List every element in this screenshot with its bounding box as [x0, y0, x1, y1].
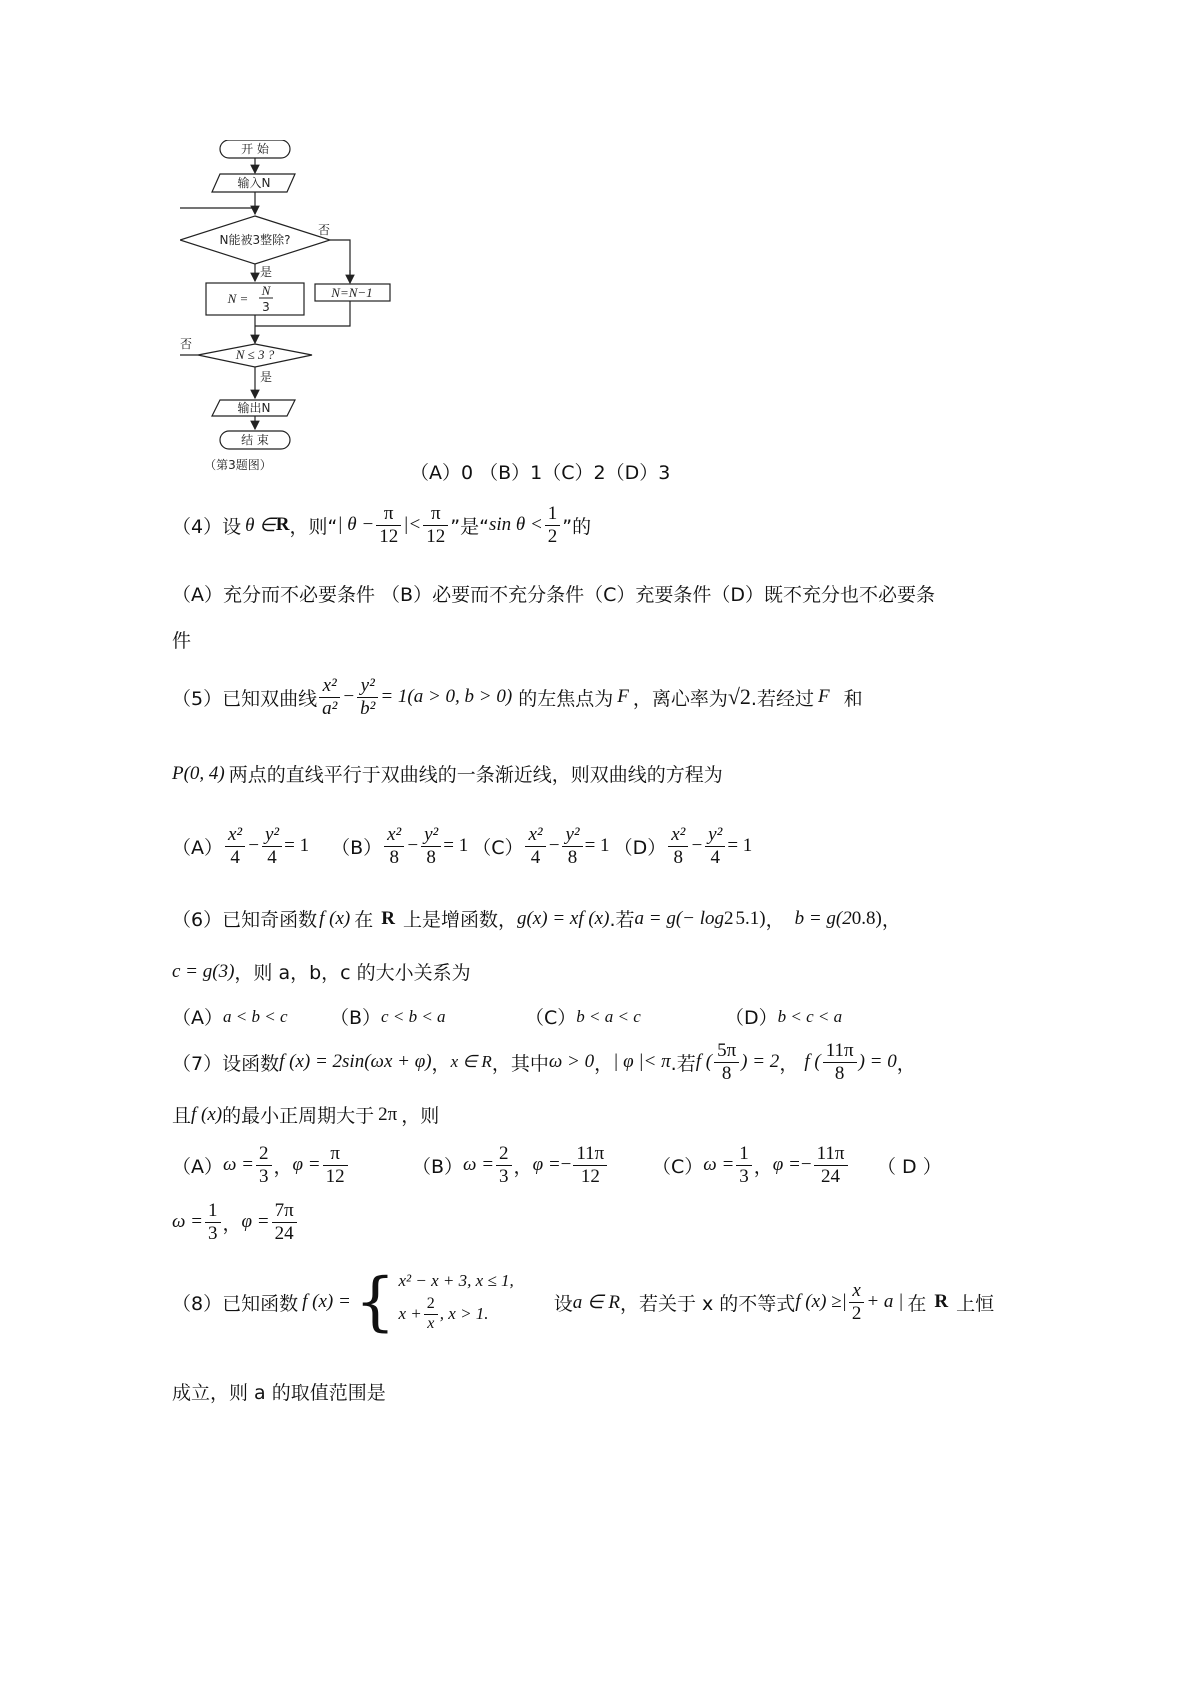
q4-options-line2: 件 — [172, 630, 192, 652]
q7-option-a: （A） ω = $\frac{2}{3}$ ， φ = $\frac{\pi}{12}$ — [172, 1143, 412, 1188]
flow-assign-div-lhs: N = — [227, 291, 249, 306]
q8-brace: { — [354, 1265, 396, 1339]
q6-option-d: （D） b < c < a — [725, 1006, 843, 1029]
q5-option-b: （B） $\frac{\text{x²}}{8}$ − $\frac{\text{y²}}{8}$ = 1 — [331, 824, 469, 868]
flow-decision1-label: N能被3整除? — [219, 233, 291, 247]
flow-assign-sub-label: N=N−1 — [331, 285, 373, 300]
flow-input-label: 输入N — [237, 176, 271, 190]
q6-stem-line1: （6）已知奇函数 f (x) 在 R 上是增函数， g(x) = xf (x) .若 a = g(− log 2 5.1) ， b = g(2 0.8 ) ， — [172, 907, 901, 931]
q6-option-a: （A） a < b < c — [172, 1006, 288, 1029]
flow-no2: 否 — [180, 337, 193, 351]
flow-start-label: 开 始 — [241, 142, 269, 156]
q5-stem-line1: （5）已知双曲线 $\frac{\text{x²}}{\text{a²}}$ − $\frac{\text{y²}}{\text{b²}}$ = 1(a > 0, b > 0) 的左焦点为 F ，离心率为 √2 .若经过 F 和 — [172, 675, 863, 719]
q5-options — [172, 824, 752, 869]
flow-assign-div — [206, 283, 304, 315]
q8-stem-line1: （8）已知函数 f (x) = { x² − x + 3, x ≤ 1, x + $\frac{2}{x}$ , x > 1. 设 a ∈ R ，若关于 x 的不等式 f (x) ≥| $\frac{x}{2}$ + a | 在 R 上恒 — [172, 1265, 995, 1339]
flow-assign-div-den: 3 — [262, 300, 270, 314]
q6-stem-line2: c = g(3) ，则 a，b，c 的大小关系为 — [172, 960, 471, 984]
flow-decision2-label: N ≤ 3 ? — [235, 347, 275, 362]
q7-stem-line2: 且 f (x) 的最小正周期大于 2π ，则 — [172, 1103, 440, 1127]
flow-yes1: 是 — [260, 265, 273, 279]
q4-stem: （4）设 θ ∈ R ，则“ | θ − $\frac{\pi}{12}$ |< $\frac{\pi}{12}$ ”是“ sin θ < $\frac{1}{2}$ ”的 — [172, 503, 592, 547]
q7-stem-line1: （7）设函数 f (x) = 2sin(ωx + φ) ， x ∈ R ，其中 ω > 0 ， | φ |< π .若 f ( $\frac{5\pi}{8}$ ) = 2 ， f ( $\frac{11\pi}{8}$ ) = 0 ， — [172, 1040, 916, 1084]
q4-options-line1: （A）充分而不必要条件 （B）必要而不充分条件（C）充要条件（D）既不充分也不必要条 — [172, 584, 935, 606]
q7-option-d-label: （ D ） — [877, 1155, 942, 1178]
q5-option-a: （A） $\frac{\text{x²}}{4}$ − $\frac{\text{y²}}{4}$ = 1 — [172, 824, 310, 868]
flow-end-label: 结 束 — [241, 433, 269, 447]
flow-no1: 否 — [318, 223, 331, 237]
q5-stem-line2: P(0, 4) 两点的直线平行于双曲线的一条渐近线，则双曲线的方程为 — [172, 762, 723, 786]
q6-option-c: （C） b < a < c — [525, 1006, 641, 1029]
q5-option-d: （D） $\frac{\text{x²}}{8}$ − $\frac{\text{y²}}{4}$ = 1 — [613, 824, 753, 868]
q3-options: （A）0 （B）1（C）2（D）3 — [410, 462, 671, 484]
flow-assign-div-num: N — [261, 283, 271, 298]
q7-option-c: （C） ω = $\frac{1}{3}$ ， φ = − $\frac{11\pi}{24}$ — [652, 1143, 877, 1188]
flowchart — [180, 140, 420, 485]
flow-output-label: 输出N — [237, 401, 271, 415]
q8-cases: x² − x + 3, x ≤ 1, x + $\frac{2}{x}$ , x > 1. — [398, 1271, 514, 1332]
q6-option-b: （B） c < b < a — [330, 1006, 446, 1029]
q5-option-c: （C） $\frac{\text{x²}}{4}$ − $\frac{\text{y²}}{8}$ = 1 — [472, 824, 610, 868]
q6-options — [172, 1003, 842, 1030]
q8-stem-line2: 成立，则 a 的取值范围是 — [172, 1382, 386, 1404]
q7-options-line1 — [172, 1143, 942, 1188]
flow-yes2: 是 — [260, 370, 273, 384]
flow-caption: （第3题图） — [204, 458, 272, 472]
q7-option-d: ω = $\frac{1}{3}$ ， φ = $\frac{7\pi}{24}$ — [172, 1200, 299, 1245]
q7-option-b: （B） ω = $\frac{2}{3}$ ， φ = − $\frac{11\pi}{12}$ — [412, 1143, 652, 1188]
